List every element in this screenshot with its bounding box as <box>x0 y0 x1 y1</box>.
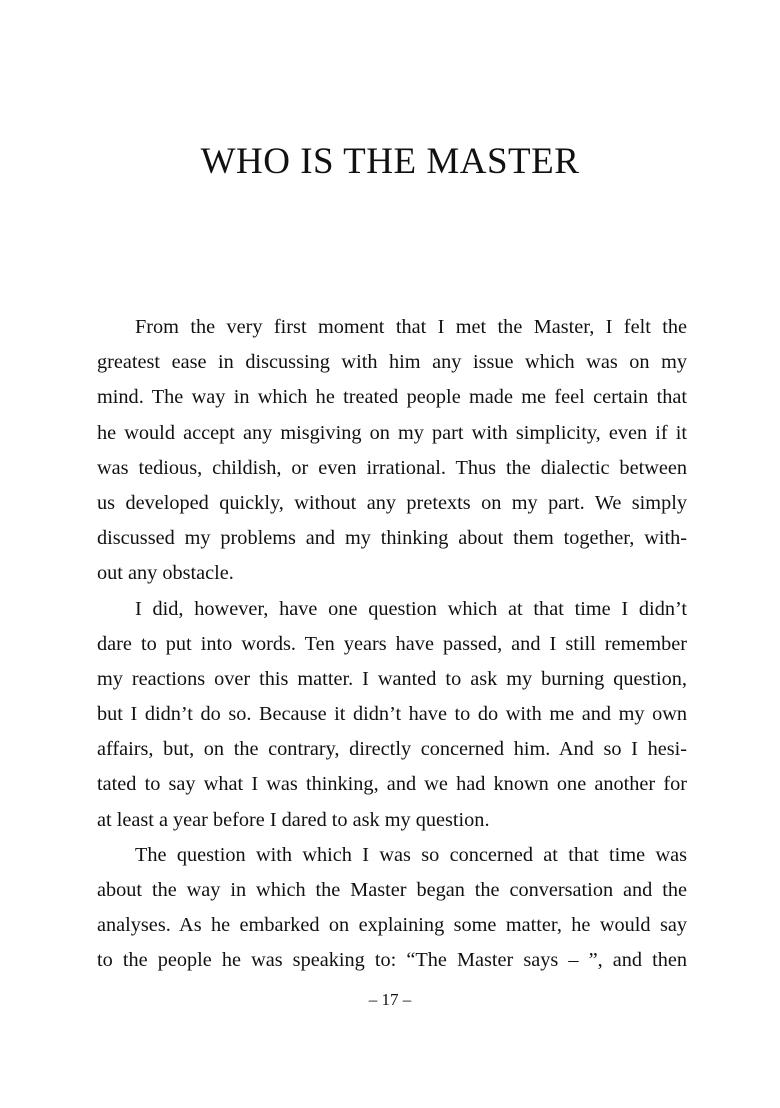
text-line: at least a year before I dared to ask my question. <box>97 808 490 831</box>
text-line: was tedious, childish, or even irrational. Thus the dialectic between <box>97 456 687 479</box>
text-line: analyses. As he embarked on explaining some matter, he would say <box>97 914 687 937</box>
page-number: – 17 – <box>368 990 412 1009</box>
text-line: my reactions over this matter. I wanted to ask my burning question, <box>97 667 687 690</box>
text-line: discussed my problems and my thinking about them together, with- <box>97 527 687 550</box>
paragraph <box>97 592 687 838</box>
body-text <box>97 310 687 979</box>
chapter-title: WHO IS THE MASTER <box>200 141 580 182</box>
text-line: he would accept any misgiving on my part with simplicity, even if it <box>97 421 687 444</box>
text-line: about the way in which the Master began the conversation and the <box>97 879 687 901</box>
text-line: mind. The way in which he treated people made me feel certain that <box>97 386 687 409</box>
text-line: The question with which I was so concerned at that time was <box>135 843 687 866</box>
text-line: dare to put into words. Ten years have passed, and I still remember <box>97 632 687 655</box>
text-line: us developed quickly, without any pretexts on my part. We simply <box>97 491 687 514</box>
text-line: greatest ease in discussing with him any issue which was on my <box>97 351 687 374</box>
text-line: affairs, but, on the contrary, directly concerned him. And so I hesi- <box>97 738 687 761</box>
paragraph <box>97 838 687 979</box>
text-line: tated to say what I was thinking, and we had known one another for <box>97 773 687 796</box>
text-line: but I didn’t do so. Because it didn’t have to do with me and my own <box>97 703 687 726</box>
text-line: I did, however, have one question which at that time I didn’t <box>135 597 687 620</box>
text-line: to the people he was speaking to: “The Master says – ”, and then <box>97 949 687 972</box>
text-line: out any obstacle. <box>97 562 234 585</box>
text-line: From the very first moment that I met the Master, I felt the <box>135 316 687 338</box>
paragraph <box>97 310 687 592</box>
